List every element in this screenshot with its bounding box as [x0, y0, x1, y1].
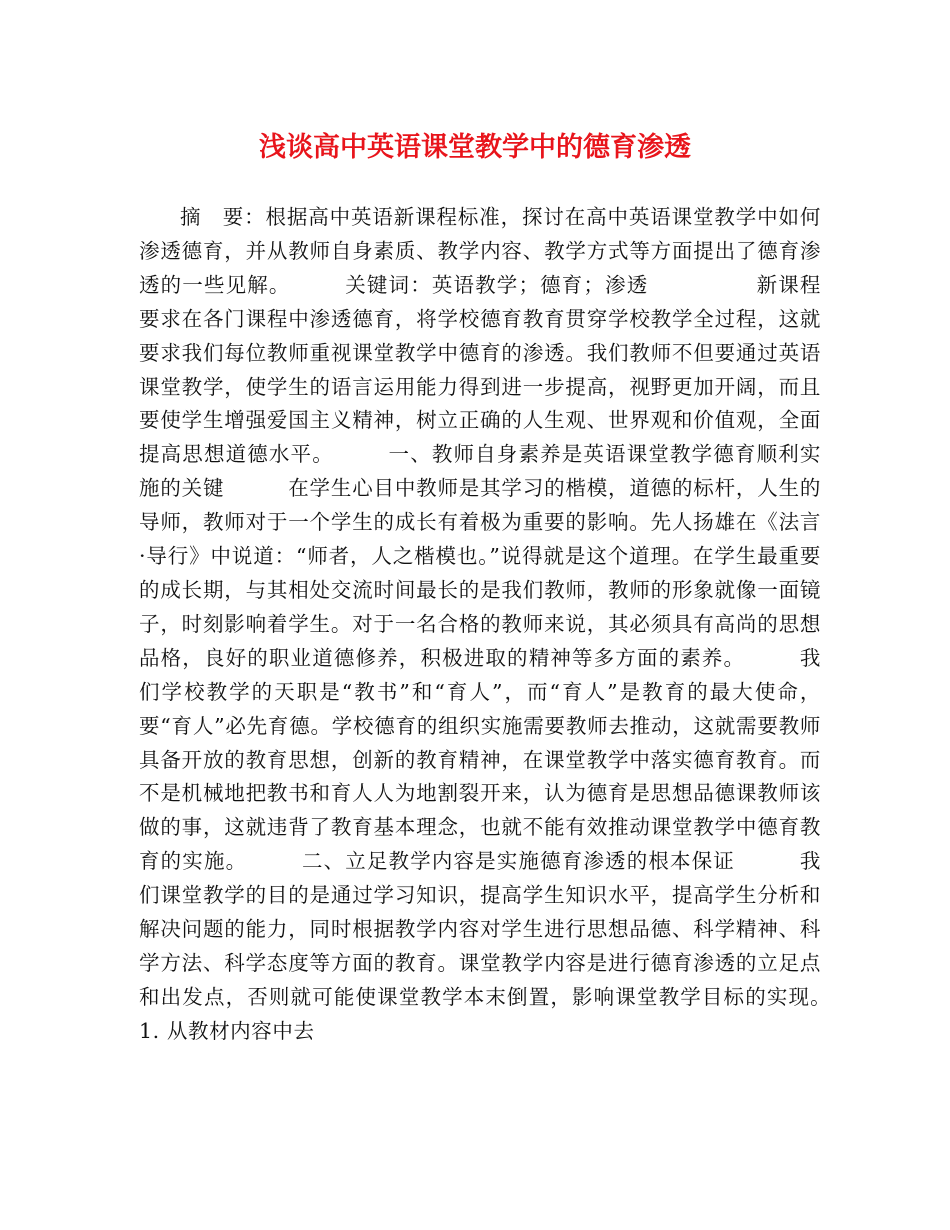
document-title: 浅谈高中英语课堂教学中的德育渗透	[259, 132, 691, 163]
document-body: 摘 要：根据高中英语新课程标准，探讨在高中英语课堂教学中如何渗透德育，并从教师自身素质、教学内容、教学方式等方面提出了德育渗透的一些见解。 关键词：英语教学；德育；渗透 新课程要求在各门课程中渗透德育，将学校德育教育贯穿学校教学全过程，这就要求我们每位教师重视课堂教学中德育的渗透。我们教师不但要通过英语课堂教学，使学生的语言运用能力得到进一步提高，视野更加开阔，而且要使学生增强爱国主义精神，树立正确的人生观、世界观和价值观，全面提高思想道德水平。 一、教师自身素养是英语课堂教学德育顺利实施的关键 在学生心目中教师是其学习的楷模，道德的标杆，人生的导师，教师对于一个学生的成长有着极为重要的影响。先人扬雄在《法言·导行》中说道：“师者，人之楷模也。”说得就是这个道理。在学生最重要的成长期，与其相处交流时间最长的是我们教师，教师的形象就像一面镜子，时刻影响着学生。对于一名合格的教师来说，其必须具有高尚的思想品格，良好的职业道德修养，积极进取的精神等多方面的素养。 我们学校教学的天职是“教书”和“育人”，而“育人”是教育的最大使命，要“育人”必先育德。学校德育的组织实施需要教师去推动，这就需要教师具备开放的教育思想，创新的教育精神，在课堂教学中落实德育教育。而不是机械地把教书和育人人为地割裂开来，认为德育是思想品德课教师该做的事，这就违背了教育基本理念，也就不能有效推动课堂教学中德育教育的实施。 二、立足教学内容是实施德育渗透的根本保证 我们课堂教学的目的是通过学习知识，提高学生知识水平，提高学生分析和解决问题的能力，同时根据教学内容对学生进行思想品德、科学精神、科学方法、科学态度等方面的教育。课堂教学内容是进行德育渗透的立足点和出发点，否则就可能使课堂教学本末倒置，影响课堂教学目标的实现。 1. 从教材内容中去	[139, 205, 885, 1043]
